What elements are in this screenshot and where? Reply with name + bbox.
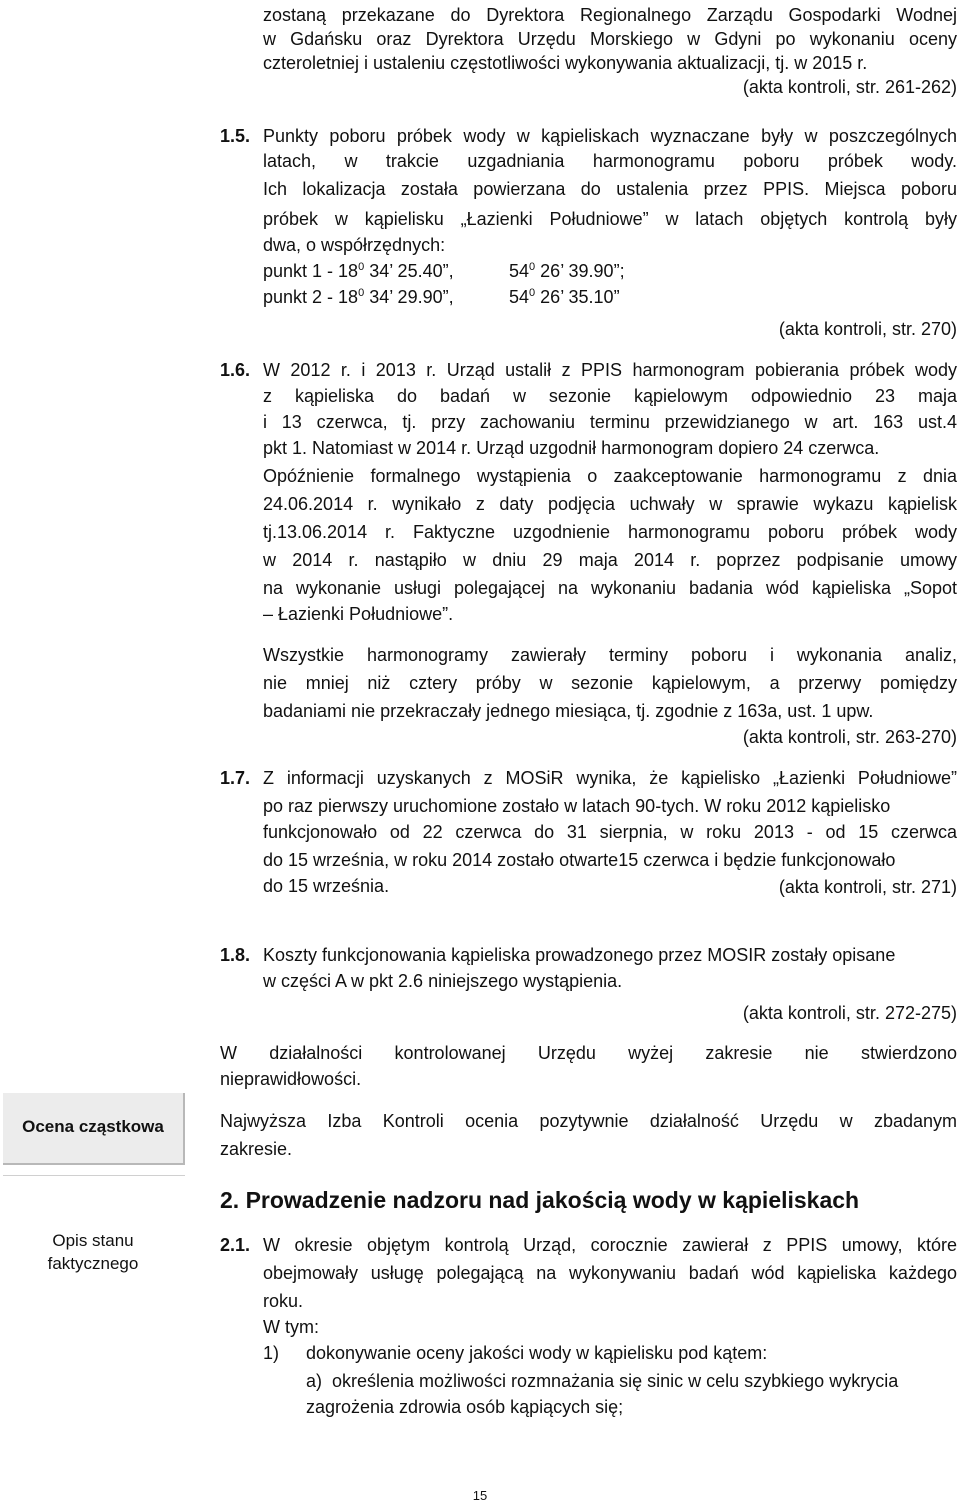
- para-line: latach, w trakcie uzgadniania harmonogramu poboru próbek wody.: [263, 151, 957, 171]
- para-line: 24.06.2014 r. wynikało z daty podjęcia uchwały w sprawie wykazu kąpielisk: [263, 494, 957, 514]
- para-line: Wszystkie harmonogramy zawierały terminy poboru i wykonania analiz,: [263, 645, 957, 665]
- para-line: tj.13.06.2014 r. Faktyczne uzgodnienie harmonogramu poboru próbek wody: [263, 522, 957, 542]
- coordinate-point-2: [263, 286, 454, 309]
- para-line: w części A w pkt 2.6 niniejszego wystąpienia.: [263, 971, 623, 991]
- side-label-line: faktycznego: [47, 1254, 139, 1273]
- list-item-number: 1): [263, 1343, 280, 1363]
- reference-note: (akta kontroli, str. 272-275): [742, 1003, 957, 1023]
- point-lon: 26’ 35.10”: [540, 287, 620, 307]
- section-number: 1.5.: [220, 126, 251, 146]
- para-line: w 2014 r. nastąpiło w dniu 29 maja 2014 r. poprzez podpisanie umowy: [263, 550, 957, 570]
- degree-mark: 0: [529, 261, 536, 273]
- para-line: próbek w kąpielisku „Łazienki Południowe” w latach objętych kontrolą były: [263, 209, 957, 229]
- para-line: roku.: [263, 1291, 304, 1311]
- para-line: na wykonanie usługi polegającej na wykonaniu badania wód kąpieliska „Sopot: [263, 578, 957, 598]
- side-label-facts: [3, 1229, 183, 1275]
- para-line: i 13 czerwca, tj. przy zachowaniu terminu przewidzianego w art. 163 ust.4: [263, 412, 957, 432]
- para-line: Punkty poboru próbek wody w kąpieliskach wyznaczane były w poszczególnych: [263, 126, 957, 146]
- para-line: czteroletniej i ustaleniu częstotliwości wykonywania aktualizacji, tj. w 2015 r.: [263, 53, 868, 73]
- para-line: w Gdańsku oraz Dyrektora Urzędu Morskiego w Gdyni po wykonaniu oceny: [263, 29, 957, 49]
- para-line: W 2012 r. i 2013 r. Urząd ustalił z PPIS harmonogram pobierania próbek wody: [263, 360, 957, 380]
- side-label-line: Opis stanu: [52, 1231, 134, 1250]
- point-lon: 26’ 39.90”;: [540, 261, 625, 281]
- para-line: zakresie.: [220, 1139, 293, 1159]
- coordinate-point-1-lon: [509, 260, 625, 283]
- para-line: Z informacji uzyskanych z MOSiR wynika, że kąpielisko „Łazienki Południowe”: [263, 768, 957, 788]
- point-lat: 34’ 25.40”,: [369, 261, 454, 281]
- side-divider: [3, 1175, 185, 1176]
- para-line: Najwyższa Izba Kontroli ocenia pozytywnie działalność Urzędu w zbadanym: [220, 1111, 957, 1131]
- coordinate-point-1: [263, 260, 454, 283]
- para-line: obejmowały usługę polegającą na wykonywaniu badań wód kąpieliska każdego: [263, 1263, 957, 1283]
- list-item: określenia możliwości rozmnażania się sinic w celu szybkiego wykrycia: [332, 1371, 899, 1391]
- para-line: po raz pierwszy uruchomione zostało w latach 90-tych. W roku 2012 kąpielisko: [263, 796, 891, 816]
- para-line: nie mniej niż cztery próby w sezonie kąpielowym, a przerwy pomiędzy: [263, 673, 957, 693]
- para-line: do 15 września, w roku 2014 zostało otwarte15 czerwca i będzie funkcjonowało: [263, 850, 896, 870]
- degree-mark: 0: [358, 261, 365, 273]
- para-line: nieprawidłowości.: [220, 1069, 362, 1089]
- reference-note: (akta kontroli, str. 270): [778, 319, 957, 339]
- page-number: 15: [472, 1488, 488, 1503]
- degree-mark: 0: [358, 287, 365, 299]
- section-number: 1.8.: [220, 945, 251, 965]
- reference-note: (akta kontroli, str. 261-262): [742, 77, 957, 97]
- reference-note: (akta kontroli, str. 271): [778, 877, 957, 897]
- para-line: pkt 1. Natomiast w 2014 r. Urząd uzgodnił harmonogram dopiero 24 czerwca.: [263, 438, 880, 458]
- para-line: dwa, o współrzędnych:: [263, 235, 446, 255]
- section-number: 1.7.: [220, 768, 251, 788]
- degree-mark: 0: [529, 287, 536, 299]
- point-lon-deg: 54: [509, 261, 530, 281]
- para-line: z kąpieliska do badań w sezonie kąpielowym odpowiednio 23 maja: [263, 386, 957, 406]
- para-line: funkcjonowało od 22 czerwca do 31 sierpnia, w roku 2013 - od 15 czerwca: [263, 822, 957, 842]
- reference-note: (akta kontroli, str. 263-270): [742, 727, 957, 747]
- para-line: Ich lokalizacja została powierzana do ustalenia przez PPIS. Miejsca poboru: [263, 179, 957, 199]
- para-line: do 15 września.: [263, 876, 390, 896]
- section-number: 2.1.: [220, 1235, 251, 1255]
- list-item: dokonywanie oceny jakości wody w kąpielisku pod kątem:: [306, 1343, 768, 1363]
- para-line: zostaną przekazane do Dyrektora Regionalnego Zarządu Gospodarki Wodnej: [263, 5, 957, 25]
- point-lon-deg: 54: [509, 287, 530, 307]
- para-line: W tym:: [263, 1317, 319, 1337]
- side-label-assessment: Ocena cząstkowa: [22, 1117, 164, 1136]
- coordinate-point-2-lon: [509, 286, 620, 309]
- para-line: W działalności kontrolowanej Urzędu wyżej zakresie nie stwierdzono: [220, 1043, 957, 1063]
- list-item-number: a): [306, 1371, 323, 1391]
- para-line: badaniami nie przekraczały jednego miesiąca, tj. zgodnie z 163a, ust. 1 upw.: [263, 701, 874, 721]
- para-line: W okresie objętym kontrolą Urząd, corocznie zawierał z PPIS umowy, które: [263, 1235, 957, 1255]
- para-line: – Łazienki Południowe”.: [263, 604, 454, 624]
- section-heading: 2. Prowadzenie nadzoru nad jakością wody w kąpieliskach: [220, 1187, 860, 1213]
- point-label: punkt 1 - 18: [263, 261, 359, 281]
- point-lat: 34’ 29.90”,: [369, 287, 454, 307]
- para-line: Opóźnienie formalnego wystąpienia o zaakceptowanie harmonogramu z dnia: [263, 466, 957, 486]
- point-label: punkt 2 - 18: [263, 287, 359, 307]
- section-number: 1.6.: [220, 360, 251, 380]
- para-line: Koszty funkcjonowania kąpieliska prowadzonego przez MOSIR zostały opisane: [263, 945, 896, 965]
- list-item: zagrożenia zdrowia osób kąpiących się;: [306, 1397, 624, 1417]
